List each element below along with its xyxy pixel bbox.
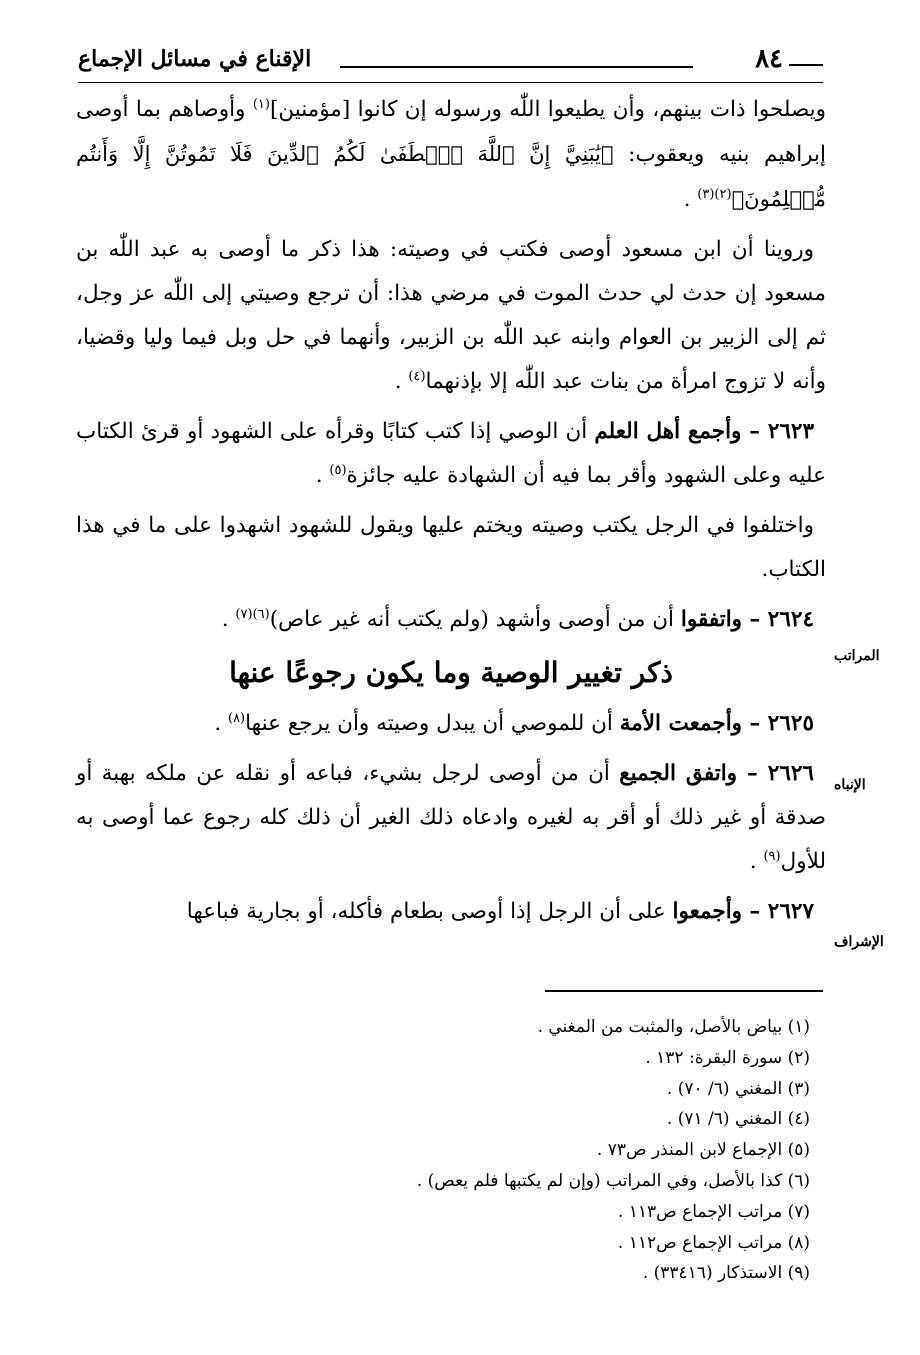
section-heading: ذكر تغيير الوصية وما يكون رجوعًا عنها <box>229 656 673 689</box>
footnote: (٥) الإجماع لابن المنذر ص٧٣ . <box>596 1140 810 1161</box>
issue-lead: وأجمع أهل العلم <box>594 419 742 444</box>
footnote: (٧) مراتب الإجماع ص١١٣ . <box>617 1201 810 1222</box>
paragraph: واختلفوا في الرجل يكتب وصيته ويختم عليها ويقول للشهود اشهدوا على ما في هذا الكتاب. <box>76 513 826 582</box>
header-rule <box>340 66 693 68</box>
issue-number: ٢٦٢٥ – <box>742 711 814 736</box>
issue-lead: وأجمعت الأمة <box>619 711 743 736</box>
footnote: (٢) سورة البقرة: ١٣٢ . <box>645 1047 810 1068</box>
issue-lead: واتفق الجميع <box>619 761 738 786</box>
quran-verse: ﴿يَٰبَنِيَّ إِنَّ ٱللَّهَ ٱصۡطَفَىٰ لَكُمُ ٱلدِّينَ فَلَا تَمُوتُنَّ إِلَّا وَأَنتُم مُّسۡلِمُونَ﴾ <box>76 142 826 211</box>
footnote: (٤) المغني (٦/ ٧١) . <box>666 1109 810 1130</box>
footnote-ref: (٨) <box>227 710 246 726</box>
issue-2624: ٢٦٢٤ – واتفقوا أن من أوصى وأشهد (ولم يكتب أنه غير عاص)$^{(٦)(٧)}$ . <box>221 606 814 632</box>
header-dash <box>789 64 823 66</box>
footnote-ref: (٢)(٣) <box>697 186 732 202</box>
issue-number: ٢٦٢٣ – <box>741 419 815 444</box>
footnote-ref: (٦)(٧) <box>235 606 270 622</box>
issue-number: ٢٦٢٤ – <box>742 607 814 632</box>
issue-number: ٢٦٢٧ – <box>742 899 814 924</box>
footnote-ref: (٥) <box>329 462 347 478</box>
paragraph: وروينا أن ابن مسعود أوصى فكتب في وصيته: هذا ذكر ما أوصى به عبد اللّٰه بن مسعود إن حدث لي حدث الموت في مرضي هذا: أن ترجع وصيتي إلى اللّٰه عز وجل، ثم إلى الزبير بن العوام وابنه عبد اللّٰه بن الزبير، وأنهما في حل وبل فيما وليا وقضيا، وأنه لا تزوج امرأة من بنات عبد اللّٰه إلا بإذنهما$^{(٤)}$ . <box>76 237 826 394</box>
footnote: (٦) كذا بالأصل، وفي المراتب (وإن لم يكتبها فلم يعص) . <box>416 1170 810 1191</box>
issue-lead: واتفقوا <box>680 607 743 632</box>
margin-note-inbah: الإنباه <box>834 777 866 793</box>
footnote: (٣) المغني (٦/ ٧٠) . <box>666 1078 810 1099</box>
footnote-ref: (٩) <box>763 848 781 864</box>
page-number: ٨٤ <box>755 44 783 74</box>
footnotes <box>250 1012 810 1289</box>
footnote: (٨) مراتب الإجماع ص١١٢ . <box>617 1232 810 1253</box>
paragraph: ويصلحوا ذات بينهم، وأن يطيعوا اللّٰه ورسوله إن كانوا [مؤمنين]$^{(١)}$ وأوصاهم بما أوصى إبراهيم بنيه ويعقوب: ﴿يَٰبَنِيَّ إِنَّ ٱللَّهَ ٱصۡطَفَىٰ لَكُمُ ٱلدِّينَ فَلَا تَمُوتُنَّ إِلَّا وَأَنتُم مُّسۡلِمُونَ﴾$^{(٢)(٣)}$ . <box>76 96 826 212</box>
main-text <box>76 88 826 940</box>
margin-note-ishraf: الإشراف <box>834 934 884 950</box>
footnote-separator <box>545 990 823 992</box>
issue-number: ٢٦٢٦ – <box>737 761 814 786</box>
issue-lead: وأجمعوا <box>672 899 743 924</box>
footnote-ref: (١) <box>252 96 270 112</box>
issue-2623: ٢٦٢٣ – وأجمع أهل العلم أن الوصي إذا كتب كتابًا وقرأه على الشهود أو قرئ الكتاب عليه وعلى الشهود وأقر بما فيه أن الشهادة عليه جائزة$^{(٥)}$ . <box>76 419 826 488</box>
book-title: الإقناع في مسائل الإجماع <box>78 46 312 72</box>
issue-2626: ٢٦٢٦ – واتفق الجميع أن من أوصى لرجل بشيء، فباعه أو نقله عن ملكه بهبة أو صدقة أو غير ذلك أو أقر به لغيره وادعاه ذلك الغير أن ذلك كله رجوع عما أوصى به للأول$^{(٩)}$ . <box>76 761 826 874</box>
footnote-ref: (٤) <box>408 368 426 384</box>
issue-2625: ٢٦٢٥ – وأجمعت الأمة أن للموصي أن يبدل وصيته وأن يرجع عنها$^{(٨)}$ . <box>214 710 814 736</box>
footnote: (١) بياض بالأصل، والمثبت من المغني . <box>537 1017 810 1037</box>
running-header <box>78 40 823 83</box>
footnote: (٩) الاستذكار (٣٣٤١٦) . <box>642 1263 810 1284</box>
margin-note-maratib: المراتب <box>834 648 880 664</box>
issue-2627: ٢٦٢٧ – وأجمعوا على أن الرجل إذا أوصى بطعام فأكله، أو بجارية فباعها <box>186 899 814 924</box>
